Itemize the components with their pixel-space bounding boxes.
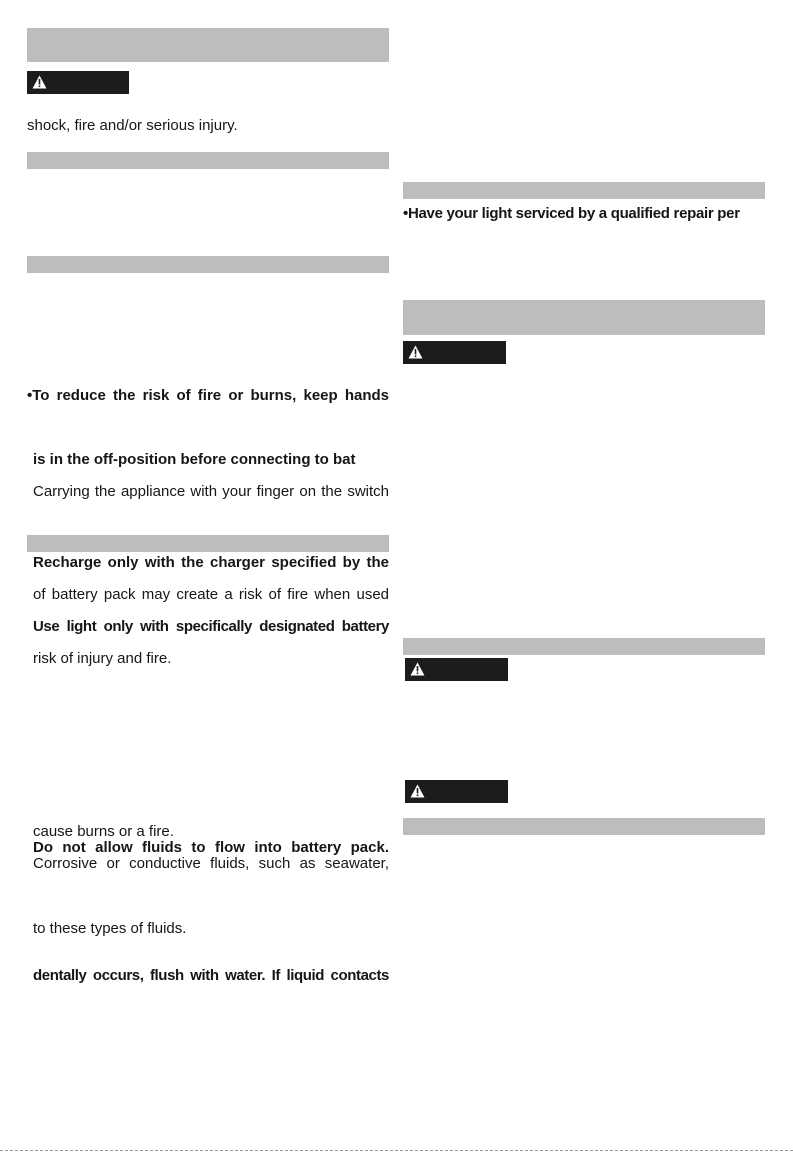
body-text-line: Corrosive or conductive fluids, such as seawater,	[33, 855, 389, 872]
warning-badge	[405, 780, 508, 803]
body-text-line: •To reduce the risk of fire or burns, keep hands	[27, 387, 389, 404]
body-text-line: cause burns or a fire.	[33, 823, 174, 840]
warning-badge	[403, 341, 506, 364]
section-header-bar	[27, 28, 389, 62]
body-text-line: •Have your light serviced by a qualified repair per	[403, 205, 740, 222]
subsection-bar	[403, 638, 765, 655]
page-bottom-divider	[0, 1150, 793, 1151]
subsection-bar	[27, 256, 389, 273]
body-text-line: Carrying the appliance with your finger on the switch	[33, 483, 389, 500]
body-text-line: is in the off-position before connecting to bat	[33, 451, 356, 468]
warning-badge	[27, 71, 129, 94]
subsection-bar	[403, 818, 765, 835]
warning-triangle-icon	[410, 784, 425, 798]
body-text-line: Do not allow fluids to flow into battery pack.	[33, 839, 389, 856]
warning-triangle-icon	[32, 75, 47, 89]
warning-triangle-icon	[410, 662, 425, 676]
subsection-bar	[27, 152, 389, 169]
warning-triangle-icon	[408, 345, 423, 359]
warning-badge	[405, 658, 508, 681]
body-text-line: Use light only with specifically designated battery	[33, 618, 389, 635]
body-text-line: dentally occurs, flush with water. If liquid contacts	[33, 967, 389, 984]
body-text-line: shock, fire and/or serious injury.	[27, 117, 238, 134]
body-text-line: Recharge only with the charger specified by the	[33, 554, 389, 571]
subsection-bar	[27, 535, 389, 552]
body-text-line: to these types of fluids.	[33, 920, 187, 937]
body-text-line: of battery pack may create a risk of fire when used	[33, 586, 389, 603]
subsection-bar	[403, 182, 765, 199]
section-header-bar	[403, 300, 765, 335]
body-text-line: risk of injury and fire.	[33, 650, 172, 667]
